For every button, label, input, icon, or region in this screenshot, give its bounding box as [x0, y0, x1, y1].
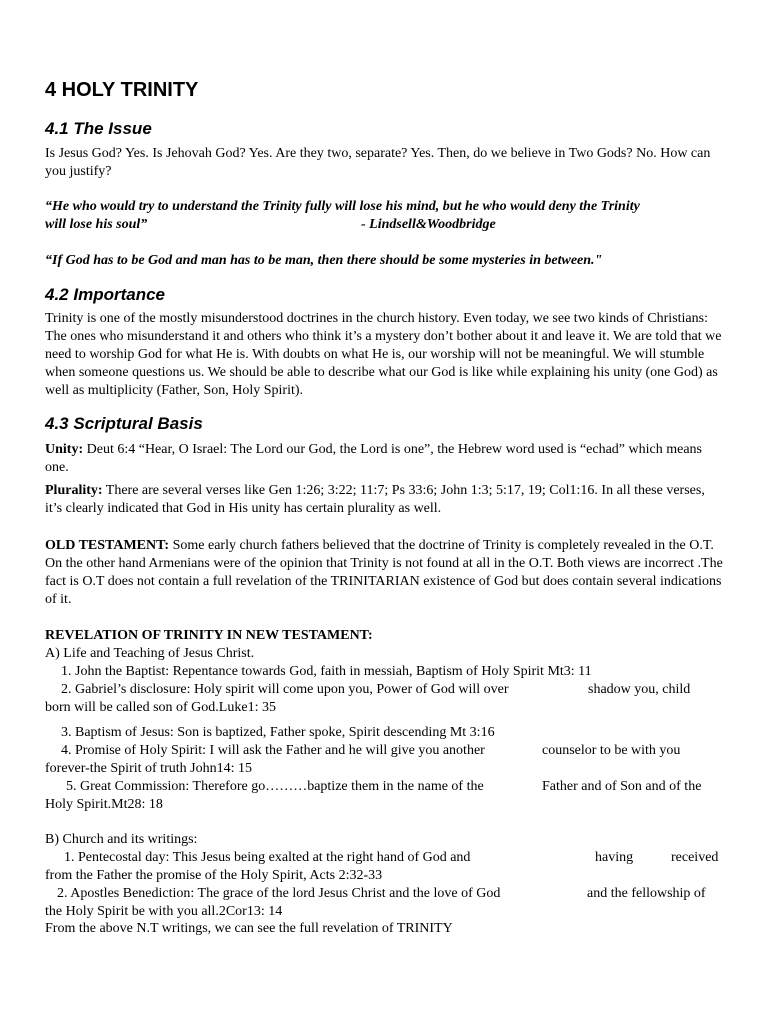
- section-title-scriptural-basis: 4.3 Scriptural Basis: [45, 414, 203, 433]
- issue-paragraph: Is Jesus God? Yes. Is Jehovah God? Yes. Are they two, separate? Yes. Then, do we believe in Two Gods? No. How can you justify?: [45, 146, 711, 179]
- plurality-label: Plurality:: [45, 483, 103, 498]
- nt-item-b1-line1-end: received: [671, 850, 719, 865]
- nt-item-b2-line1: 2. Apostles Benediction: The grace of the lord Jesus Christ and the love of God: [57, 886, 501, 901]
- quote2: “If God has to be God and man has to be man, then there should be some mysteries in between.": [45, 253, 603, 268]
- nt-conclusion: From the above N.T writings, we can see the full revelation of TRINITY: [45, 921, 453, 936]
- nt-item-a4-line1-end: counselor to be with you: [542, 743, 681, 758]
- nt-item-b1-line1: 1. Pentecostal day: This Jesus being exalted at the right hand of God and: [64, 850, 471, 865]
- unity-text: Deut 6:4 “Hear, O Israel: The Lord our God, the Lord is one”, the Hebrew word used is “echad” which means one.: [45, 442, 702, 475]
- nt-item-a4-line1: 4. Promise of Holy Spirit: I will ask the Father and he will give you another: [61, 743, 485, 758]
- section-title-issue: 4.1 The Issue: [45, 119, 152, 138]
- unity-paragraph: [45, 441, 725, 477]
- plurality-paragraph: [45, 482, 725, 518]
- nt-item-a2-line1: 2. Gabriel’s disclosure: Holy spirit will come upon you, Power of God will over: [61, 682, 509, 697]
- nt-item-a5-line2: Holy Spirit.Mt28: 18: [45, 797, 163, 812]
- nt-item-a2-line2: born will be called son of God.Luke1: 35: [45, 700, 276, 715]
- nt-item-a3: 3. Baptism of Jesus: Son is baptized, Father spoke, Spirit descending Mt 3:16: [61, 725, 495, 740]
- nt-section-b-title: B) Church and its writings:: [45, 832, 198, 847]
- old-testament-paragraph: [45, 537, 725, 609]
- quote1-line2: will lose his soul”: [45, 217, 148, 232]
- old-testament-label: OLD TESTAMENT:: [45, 538, 170, 553]
- nt-revelation-title: REVELATION OF TRINITY IN NEW TESTAMENT:: [45, 628, 373, 643]
- nt-section-a-title: A) Life and Teaching of Jesus Christ.: [45, 646, 255, 661]
- nt-item-a5-line1: 5. Great Commission: Therefore go………baptize them in the name of the: [66, 779, 484, 794]
- nt-item-a5-line1-end: Father and of Son and of the: [542, 779, 702, 794]
- unity-label: Unity:: [45, 442, 84, 457]
- importance-paragraph: Trinity is one of the mostly misunderstood doctrines in the church history. Even today, we see two kinds of Christians: The ones who misunderstand it and others who think it’s a mystery don’t bother about it and leave it. We are told that we need to worship God for what He is. With doubts on what He is, our worship will not be meaningful. We will stumble when someone questions us. We should be able to describe what our God is like while explaining his unity (one God) as well as multiplicity (Father, Son, Holy Spirit).: [45, 311, 722, 398]
- plurality-text: There are several verses like Gen 1:26; 3:22; 11:7; Ps 33:6; John 1:3; 5:17, 19; Col1:16. In all these verses, it’s clearly indicated that God in His unity has certain plurality as well.: [45, 483, 705, 516]
- quote1-line1: “He who would try to understand the Trinity fully will lose his mind, but he who would deny the Trinity: [45, 199, 640, 214]
- old-testament-text: Some early church fathers believed that the doctrine of Trinity is completely revealed in the O.T. On the other hand Armenians were of the opinion that Trinity is not found at all in the O.T. Both views are incorrect .The fact is O.T does not contain a full revelation of the TRINITARIAN existence of God but does contain several indications of it.: [45, 538, 723, 607]
- nt-item-b2-line2: the Holy Spirit be with you all.2Cor13: 14: [45, 904, 283, 919]
- nt-item-a4-line2: forever-the Spirit of truth John14: 15: [45, 761, 252, 776]
- nt-item-b2-line1-end: and the fellowship of: [587, 886, 706, 901]
- nt-item-b1-line1-word: having: [595, 850, 634, 865]
- section-title-importance: 4.2 Importance: [45, 285, 165, 304]
- quote1-author: - Lindsell&Woodbridge: [361, 217, 496, 232]
- nt-item-b1-line2: from the Father the promise of the Holy Spirit, Acts 2:32-33: [45, 868, 383, 883]
- nt-item-a1: 1. John the Baptist: Repentance towards God, faith in messiah, Baptism of Holy Spirit Mt3: 11: [61, 664, 592, 679]
- nt-item-a2-line1-end: shadow you, child: [588, 682, 691, 697]
- chapter-heading: 4 HOLY TRINITY: [45, 79, 199, 101]
